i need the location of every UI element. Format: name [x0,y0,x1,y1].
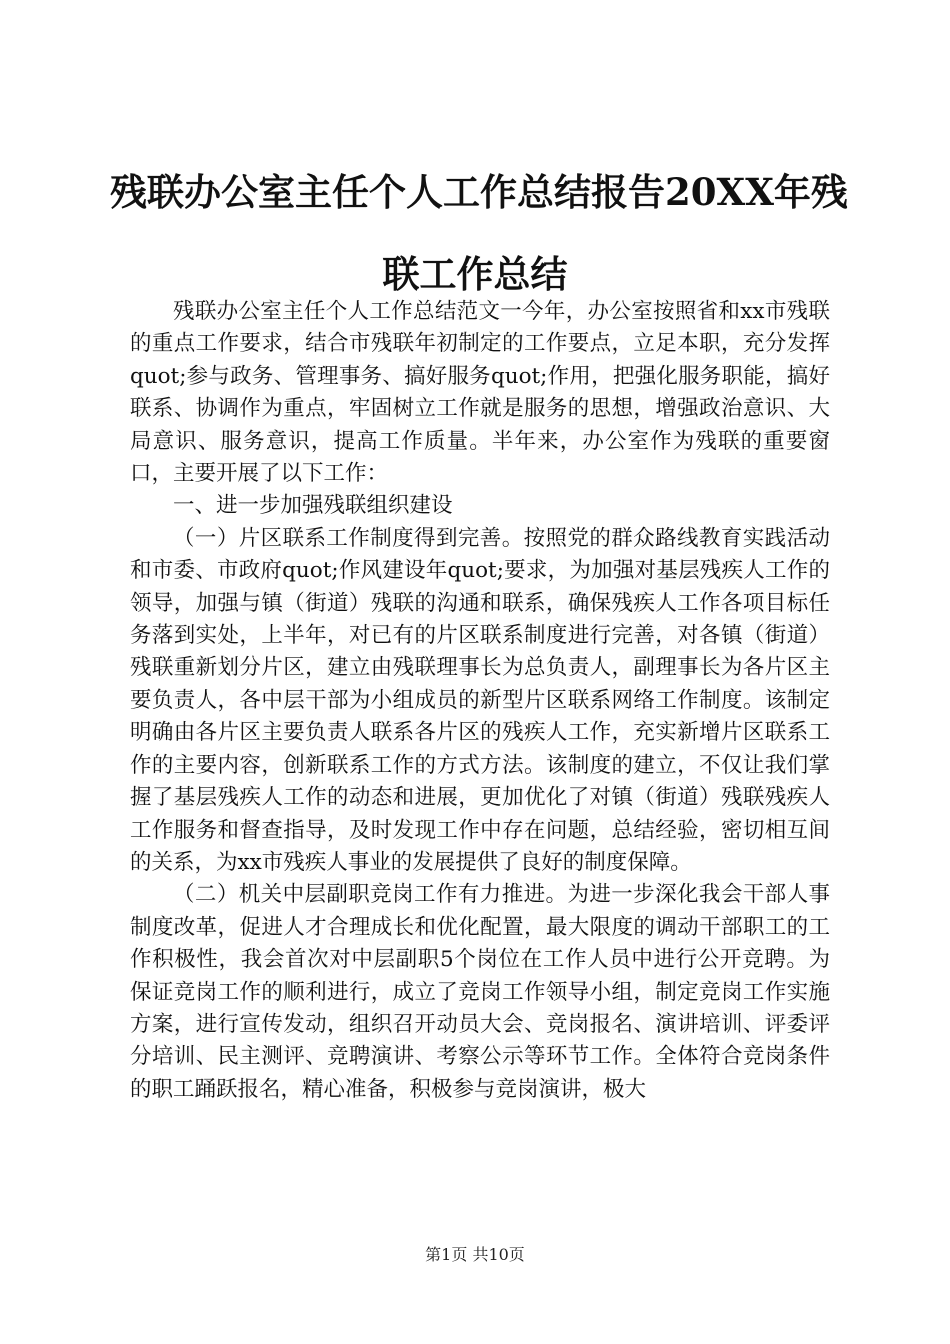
section-heading: 一、进一步加强残联组织建设 [173,493,453,519]
document-title-line-1: 残联办公室主任个人工作总结报告20XX年残 [110,170,848,214]
page-footer: 第1页 共10页 [425,1245,525,1264]
paragraph-intro: 残联办公室主任个人工作总结范文一今年，办公室按照省和xx市残联的重点工作要求，结合市残联年初制定的工作要点，立足本职，充分发挥quot;参与政务、管理事务、搞好服务quot;作用，把强化服务职能，搞好联系、协调作为重点，牢固树立工作就是服务的思想，增强政治意识、大局意识、服务意识，提高工作质量。半年来，办公室作为残联的重要窗口，主要开展了以下工作： [130,299,830,487]
document-title-line-2: 联工作总结 [382,252,568,296]
paragraph-section-1: （一）片区联系工作制度得到完善。按照党的群众路线教育实践活动和市委、市政府quot;作风建设年quot;要求，为加强对基层残疾人工作的领导，加强与镇（街道）残联的沟通和联系，确保残疾人工作各项目标任务落到实处，上半年，对已有的片区联系制度进行完善，对各镇（街道）残联重新划分片区，建立由残联理事长为总负责人，副理事长为各片区主要负责人，各中层干部为小组成员的新型片区联系网络工作制度。该制定明确由各片区主要负责人联系各片区的残疾人工作，充实新增片区联系工作的主要内容，创新联系工作的方式方法。该制度的建立，不仅让我们掌握了基层残疾人工作的动态和进展，更加优化了对镇（街道）残联残疾人工作服务和督查指导，及时发现工作中存在问题，总结经验，密切相互间的关系，为xx市残疾人事业的发展提供了良好的制度保障。 [130,525,830,875]
paragraph-section-2: （二）机关中层副职竞岗工作有力推进。为进一步深化我会干部人事制度改革，促进人才合理成长和优化配置，最大限度的调动干部职工的工作积极性，我会首次对中层副职5个岗位在工作人员中进行公开竞聘。为保证竞岗工作的顺利进行，成立了竞岗工作领导小组，制定竞岗工作实施方案，进行宣传发动，组织召开动员大会、竞岗报名、演讲培训、评委评分培训、民主测评、竞聘演讲、考察公示等环节工作。全体符合竞岗条件的职工踊跃报名，精心准备，积极参与竞岗演讲，极大 [130,882,830,1102]
document-body [130,296,830,1106]
